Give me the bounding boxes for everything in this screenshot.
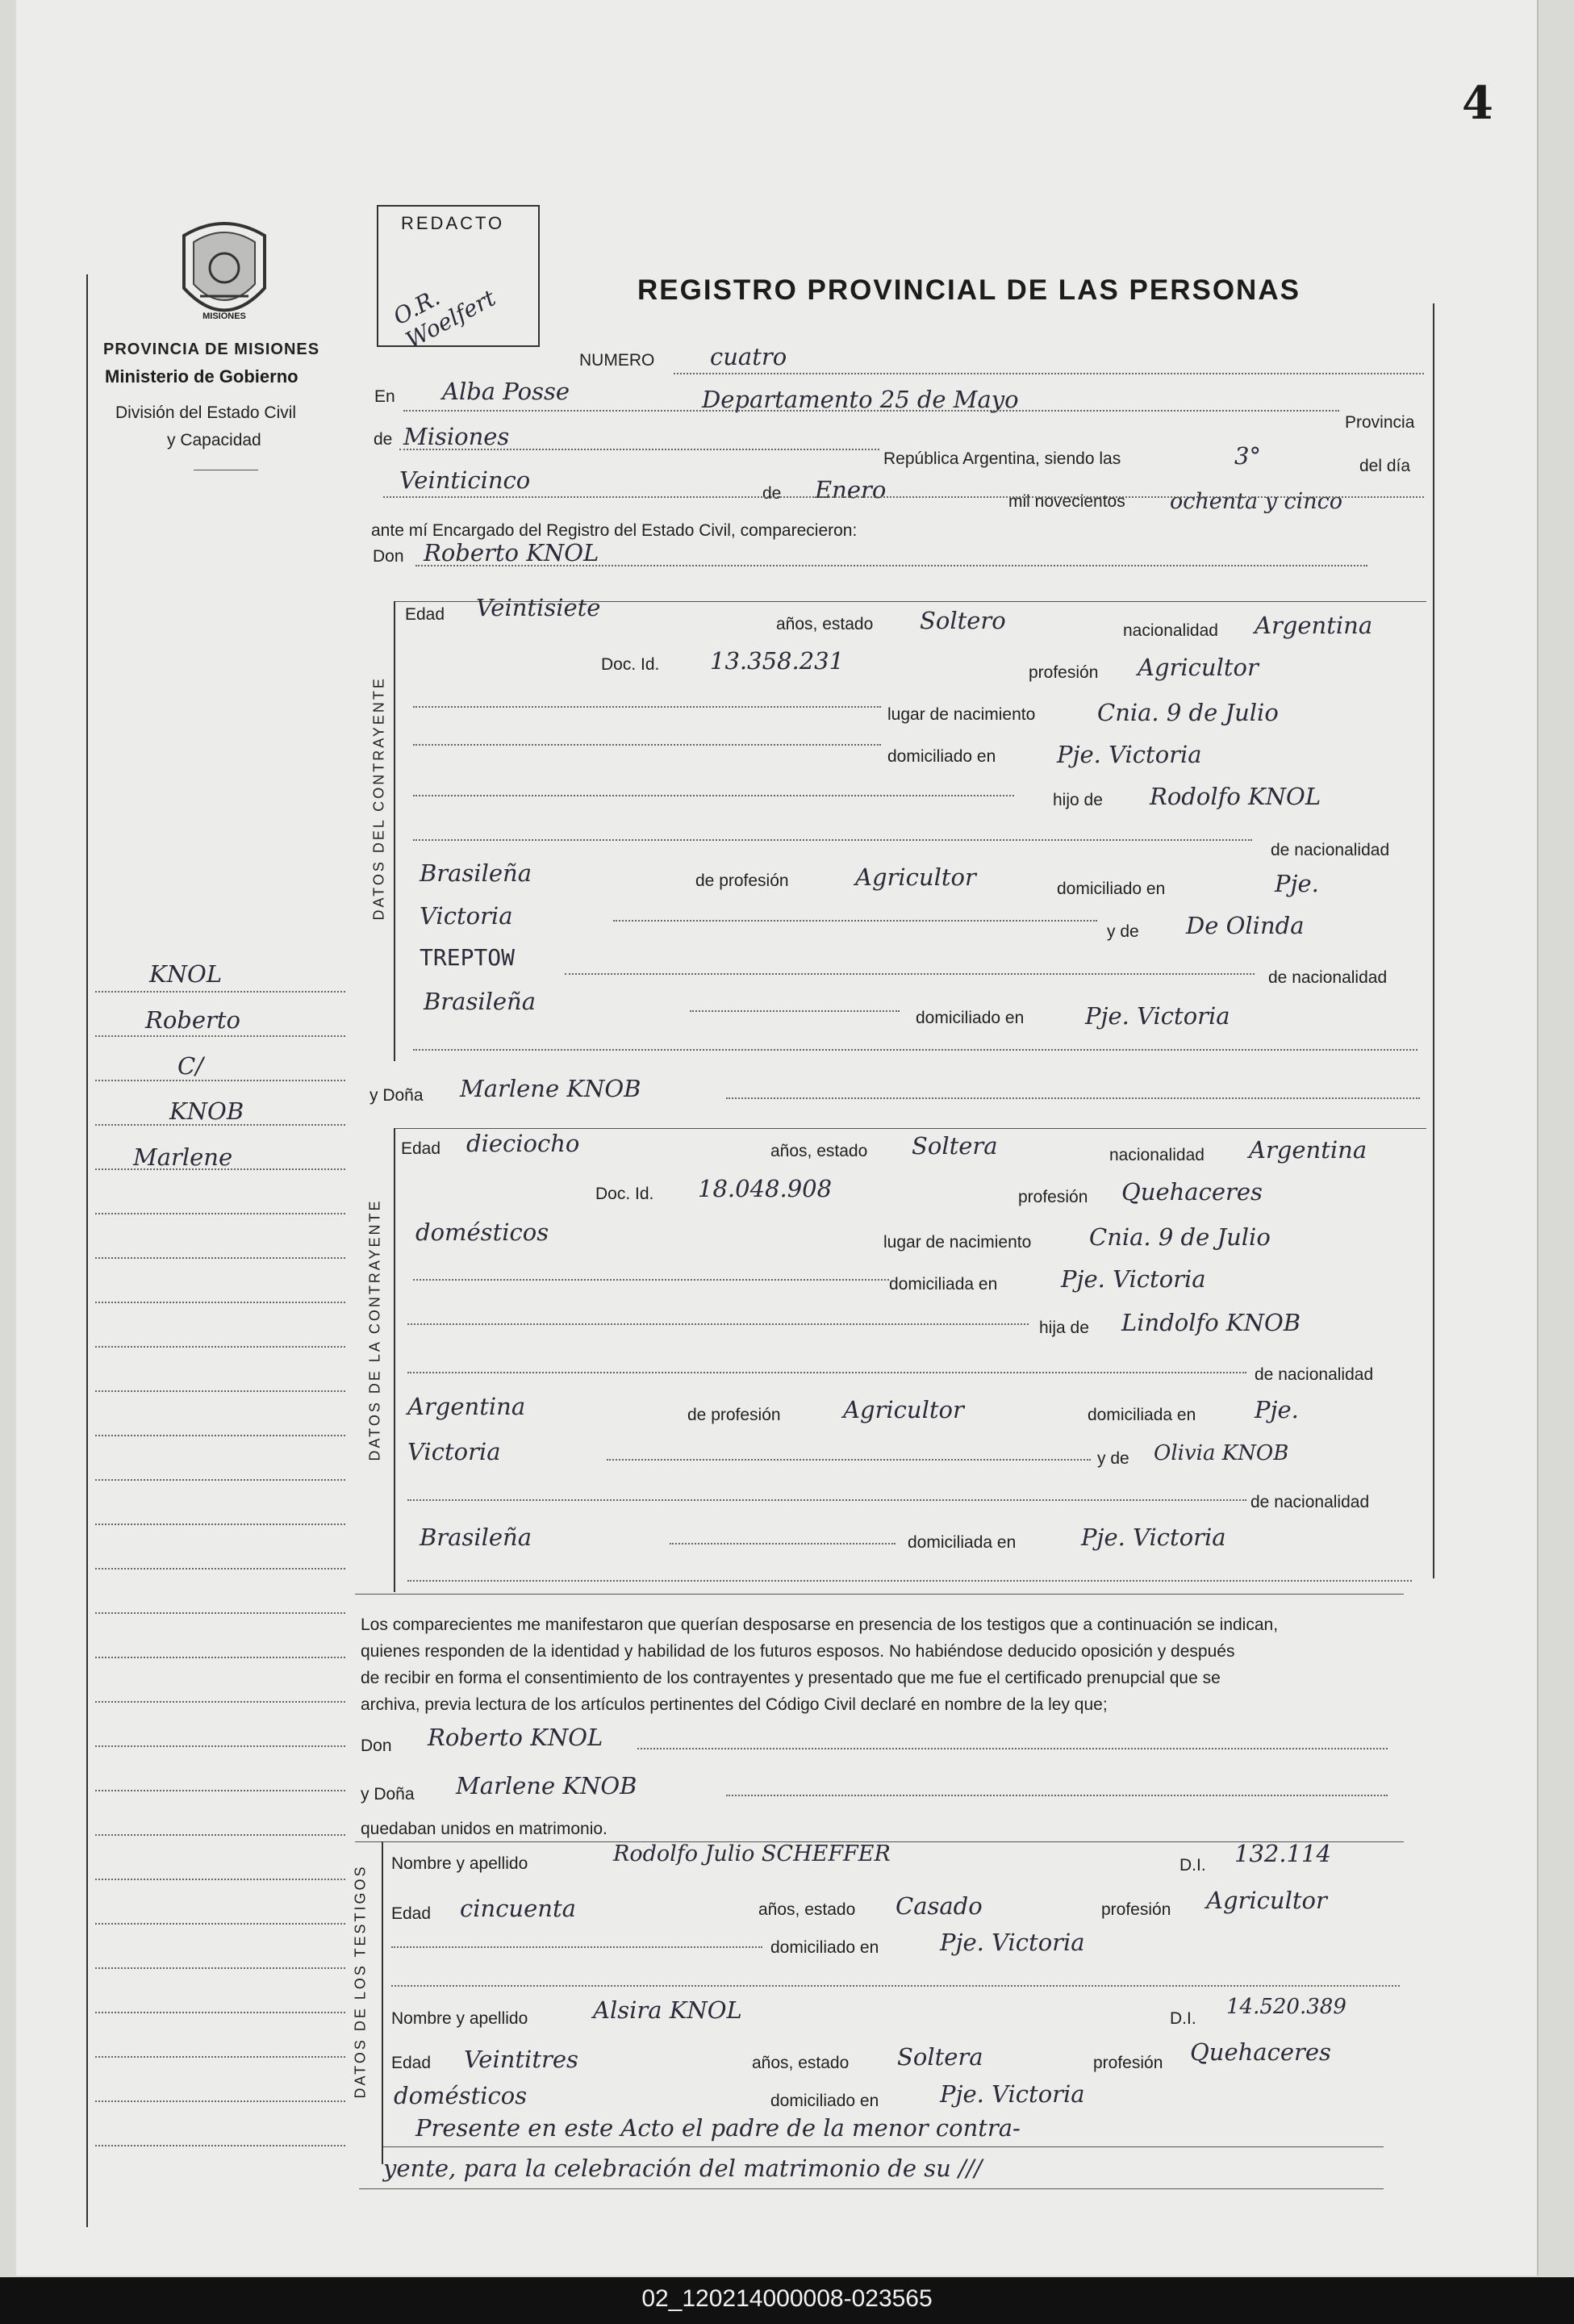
f-madre-dom-label: domiciliada en [908, 1533, 1017, 1552]
margin-dotted-line [95, 1524, 345, 1525]
f-lugar-nac-label: lugar de nacimiento [883, 1233, 1032, 1252]
lugar-value: Alba Posse [442, 378, 570, 405]
decl-dona: Marlene KNOB [456, 1772, 637, 1799]
margin-dotted-line [95, 1879, 345, 1880]
redacto-signature: O.R. Woelfert [389, 283, 500, 354]
dona-value: Marlene KNOB [460, 1075, 641, 1102]
division-line-2: y Capacidad [167, 431, 261, 449]
t2-anios-label: años, estado [752, 2054, 850, 2072]
t2-prof-label: profesión [1093, 2054, 1163, 2072]
t1-edad: cincuenta [460, 1895, 576, 1922]
f-padre-nac: Argentina [407, 1393, 526, 1420]
de-label: de [374, 430, 393, 449]
f-padre-prof: Agricultor [843, 1396, 964, 1423]
c-padre-nac: Brasileña [420, 859, 532, 887]
departamento-value: Departamento 25 de Mayo [702, 386, 1019, 413]
t2-edad: Veintitres [464, 2046, 578, 2073]
ante-text: ante mí Encargado del Registro del Estado Civil, comparecieron: [371, 521, 858, 540]
provincia-label: Provincia [1345, 413, 1415, 432]
margin-name-4: KNOB [169, 1097, 244, 1125]
t1-dom-label: domiciliado en [770, 1938, 879, 1957]
f-de-nac-label: de nacionalidad [1255, 1365, 1374, 1384]
republica-label: República Argentina, siendo las [883, 449, 1121, 468]
contrayenta-side-label: DATOS DE LA CONTRAYENTE [366, 1198, 383, 1461]
t2-profesion-2: domésticos [394, 2082, 528, 2109]
margin-dotted-line [95, 1390, 345, 1392]
c-madre-1: De Olinda [1186, 912, 1305, 939]
t2-di: 14.520.389 [1226, 1995, 1346, 2019]
dia-value: Veinticinco [399, 466, 531, 494]
mil-label: mil novecientos [1008, 492, 1125, 511]
c-dom-label: domiciliado en [887, 747, 996, 766]
margin-name-2: Roberto [145, 1006, 240, 1034]
c-madre-2: TREPTOW [420, 944, 516, 971]
c-madre-dom-label: domiciliado en [916, 1009, 1025, 1027]
margin-dotted-line [95, 1346, 345, 1348]
c-y-de-label: y de [1107, 922, 1139, 941]
f-padre-dom-2: Victoria [407, 1438, 501, 1465]
t1-domicilio: Pje. Victoria [940, 1929, 1085, 1956]
declaration-line-4: archiva, previa lectura de los artículos pertinentes del Código Civil declaré en nombre de la ley que; [361, 1695, 1108, 1714]
footer-id: 02_120214000008-023565 [641, 2285, 933, 2312]
t1-di-label: D.I. [1179, 1856, 1206, 1875]
f-padre: Lindolfo KNOB [1121, 1309, 1301, 1336]
hora-value: 3° [1234, 442, 1261, 470]
c-madre-nac: Brasileña [424, 988, 536, 1015]
f-edad-label: Edad [401, 1139, 441, 1158]
c-padre-dom-label: domiciliado en [1057, 880, 1166, 898]
t2-edad-label: Edad [391, 2054, 432, 2072]
don-label: Don [373, 547, 404, 566]
c-domicilio: Pje. Victoria [1057, 741, 1202, 768]
nota-line-2: yente, para la celebración del matrimonio de su /// [383, 2155, 983, 2182]
c-madre-dom: Pje. Victoria [1085, 1002, 1230, 1030]
t2-estado: Soltera [897, 2043, 983, 2071]
mes-value: Enero [815, 476, 887, 504]
numero-value: cuatro [710, 343, 787, 370]
f-doc: 18.048.908 [698, 1175, 833, 1202]
margin-dotted-line [95, 1213, 345, 1214]
division-line-1: División del Estado Civil [115, 403, 297, 422]
t1-estado: Casado [896, 1892, 983, 1920]
f-nacionalidad: Argentina [1249, 1136, 1367, 1164]
f-domicilio: Pje. Victoria [1061, 1265, 1206, 1293]
f-anios-label: años, estado [770, 1142, 868, 1160]
margin-dotted-line [95, 1657, 345, 1658]
margin-dotted-line [95, 1168, 345, 1170]
c-doc: 13.358.231 [710, 647, 845, 675]
f-y-de-label: y de [1097, 1449, 1129, 1468]
page-number: 4 [1462, 77, 1493, 130]
nota-line-1: Presente en este Acto el padre de la menor contra- [415, 2114, 1021, 2142]
c-edad-label: Edad [405, 605, 445, 624]
c-lugar-nac-label: lugar de nacimiento [887, 705, 1036, 724]
f-lugar-nac: Cnia. 9 de Julio [1089, 1223, 1271, 1251]
c-hijo-label: hijo de [1053, 791, 1103, 809]
margin-dotted-line [95, 1745, 345, 1747]
f-dom-label: domiciliada en [889, 1275, 998, 1294]
margin-dotted-line [95, 1568, 345, 1570]
don-value: Roberto KNOL [424, 539, 599, 566]
margin-dotted-line [95, 1834, 345, 1836]
c-padre-dom-1: Pje. [1275, 870, 1319, 897]
c-edad: Veintisiete [476, 594, 601, 621]
t2-dom-label: domiciliado en [770, 2092, 879, 2110]
margin-dotted-line [95, 1790, 345, 1791]
t2-di-label: D.I. [1170, 2009, 1196, 2028]
t2-nombre: Alsira KNOL [593, 1996, 742, 2024]
margin-dotted-line [95, 1612, 345, 1614]
dia-label: del día [1359, 457, 1411, 475]
margin-dotted-line [95, 1479, 345, 1481]
f-padre-dom-label: domiciliada en [1088, 1406, 1196, 1424]
c-prof-label: profesión [1029, 663, 1099, 682]
margin-name-3: C/ [177, 1052, 203, 1080]
c-nacionalidad: Argentina [1255, 612, 1373, 639]
margin-dotted-line [95, 1967, 345, 1969]
declaration-paragraph [361, 1611, 1401, 1718]
t2-profesion-1: Quehaceres [1190, 2038, 1331, 2066]
c-profesion: Agricultor [1138, 654, 1259, 681]
f-madre-nac: Brasileña [420, 1524, 532, 1551]
c-de-nac-label-2: de nacionalidad [1268, 968, 1388, 987]
decl-unidos: quedaban unidos en matrimonio. [361, 1820, 607, 1838]
f-hija-label: hija de [1039, 1319, 1089, 1337]
c-padre: Rodolfo KNOL [1150, 783, 1321, 810]
en-label: En [374, 387, 395, 406]
c-anios-label: años, estado [776, 615, 874, 633]
margin-dotted-line [95, 2056, 345, 2058]
seal-label: MISIONES [202, 311, 246, 321]
f-de-prof-label: de profesión [687, 1406, 781, 1424]
redacto-box [377, 205, 540, 354]
t1-nombre: Rodolfo Julio SCHEFFER [613, 1841, 891, 1866]
t1-anios-label: años, estado [758, 1900, 856, 1919]
c-lugar-nac: Cnia. 9 de Julio [1097, 699, 1279, 726]
testigos-side-label: DATOS DE LOS TESTIGOS [352, 1864, 369, 2099]
f-nac-label: nacionalidad [1109, 1146, 1205, 1164]
declaration-line-1: Los comparecientes me manifestaron que querían desposarse en presencia de los testigos que a continuación se indican, [361, 1616, 1279, 1634]
decl-don-label: Don [361, 1737, 392, 1755]
contrayente-side-label: DATOS DEL CONTRAYENTE [370, 676, 387, 921]
provincial-seal [176, 211, 273, 332]
t1-edad-label: Edad [391, 1904, 432, 1923]
numero-label: NUMERO [579, 351, 655, 370]
de-mes-label: de [762, 484, 782, 503]
dona-label: y Doña [369, 1086, 424, 1105]
redacto-label: REDACTO [401, 213, 505, 233]
margin-dotted-line [95, 1124, 345, 1126]
c-nac-label: nacionalidad [1123, 621, 1218, 640]
f-profesion-2: domésticos [415, 1218, 549, 1246]
provincia-value: Misiones [403, 423, 510, 450]
declaration-line-2: quienes responden de la identidad y habilidad de los futuros esposos. No habiéndose deducido oposición y después [361, 1642, 1235, 1661]
c-padre-prof: Agricultor [855, 863, 976, 891]
margin-dotted-line [95, 1701, 345, 1703]
t1-di: 132.114 [1234, 1840, 1331, 1867]
decl-don: Roberto KNOL [428, 1724, 603, 1751]
t1-nombre-label: Nombre y apellido [391, 1854, 528, 1873]
f-doc-label: Doc. Id. [595, 1185, 654, 1203]
decl-dona-label: y Doña [361, 1785, 415, 1804]
margin-name-1: KNOL [149, 960, 223, 988]
c-de-nac-label: de nacionalidad [1271, 841, 1390, 859]
c-de-prof-label: de profesión [695, 872, 789, 890]
declaration-line-3: de recibir en forma el consentimiento de los contrayentes y presentado que me fue el certificado prenupcial que se [361, 1669, 1221, 1687]
f-edad: dieciocho [466, 1130, 580, 1157]
margin-dotted-line [95, 991, 345, 993]
c-doc-label: Doc. Id. [601, 655, 660, 674]
margin-dotted-line [95, 1302, 345, 1303]
t2-nombre-label: Nombre y apellido [391, 2009, 528, 2028]
f-madre: Olivia KNOB [1154, 1441, 1289, 1465]
margin-dotted-line [95, 1035, 345, 1037]
t1-profesion: Agricultor [1206, 1887, 1327, 1914]
f-madre-dom: Pje. Victoria [1081, 1524, 1226, 1551]
f-padre-dom-1: Pje. [1255, 1396, 1299, 1423]
c-padre-dom-2: Victoria [420, 902, 513, 930]
t1-prof-label: profesión [1101, 1900, 1171, 1919]
f-prof-label: profesión [1018, 1188, 1088, 1206]
margin-dotted-line [95, 1435, 345, 1436]
f-profesion-1: Quehaceres [1121, 1178, 1263, 1206]
t2-domicilio: Pje. Victoria [940, 2080, 1085, 2108]
margin-dotted-line [95, 2012, 345, 2013]
margin-dotted-line [95, 2145, 345, 2146]
ministry-name: Ministerio de Gobierno [105, 366, 299, 387]
margin-dotted-line [95, 2100, 345, 2102]
margin-dotted-line [95, 1923, 345, 1925]
province-name: PROVINCIA DE MISIONES [103, 341, 320, 358]
margin-name-5: Marlene [133, 1143, 233, 1171]
anio-value: ochenta y cinco [1170, 489, 1343, 514]
f-estado: Soltera [912, 1132, 998, 1160]
margin-dotted-line [95, 1080, 345, 1081]
margin-dotted-line [95, 1257, 345, 1259]
footer-bar [0, 2277, 1574, 2324]
c-estado: Soltero [920, 607, 1006, 634]
f-de-nac-label-2: de nacionalidad [1250, 1493, 1370, 1511]
document-title: REGISTRO PROVINCIAL DE LAS PERSONAS [637, 274, 1301, 306]
